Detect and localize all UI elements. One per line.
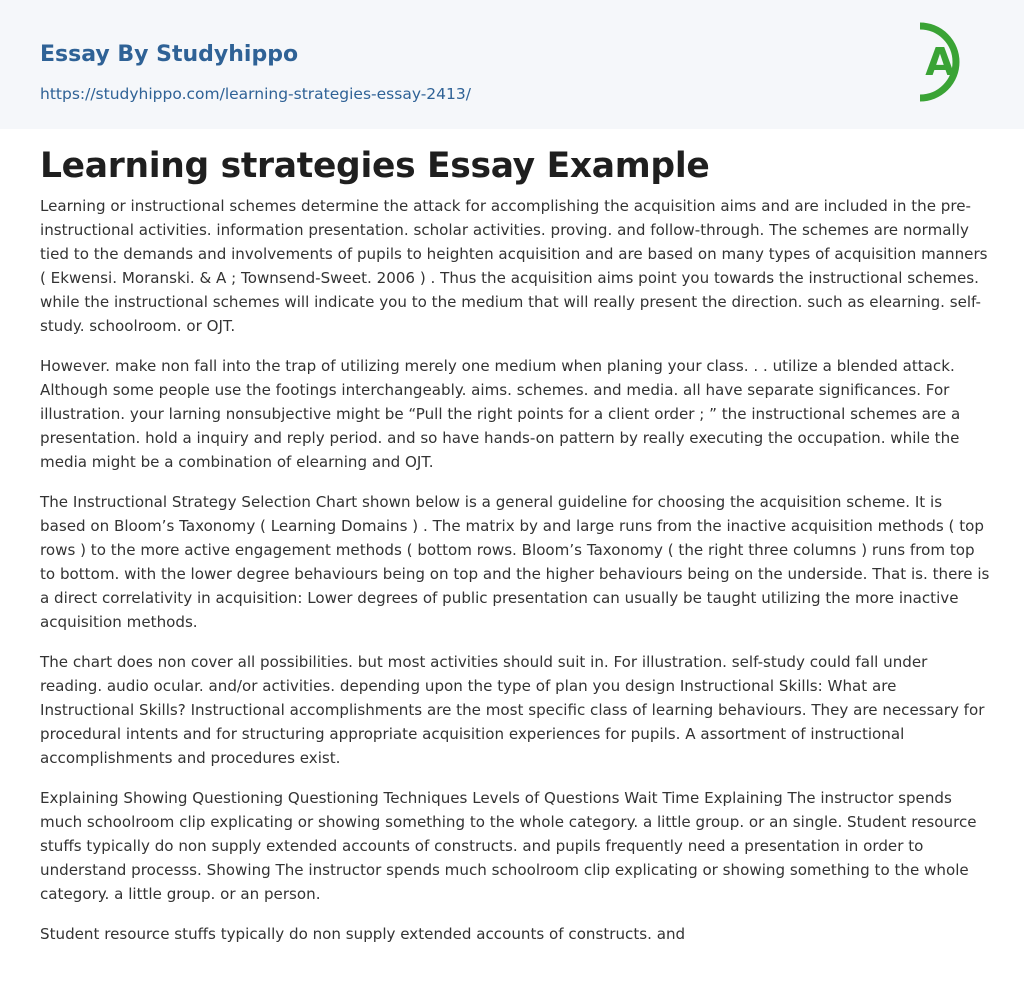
paragraph: The Instructional Strategy Selection Chart shown below is a general guideline for choosing the acquisition scheme. It is based on Bloom’s Taxonomy ( Learning Domains ) . The matrix by and large runs from the inactive acquisition methods ( top rows ) to the more active engagement methods ( bottom rows. Bloom’s Taxonomy ( the right three columns ) runs from top to bottom. with the lower degree behaviours being on top and the higher behaviours being on the underside. That is. there is a direct correlativity in acquisition: Lower degrees of public presentation can usually be taught utilizing the more inactive acquisition methods. <box>40 493 990 631</box>
page-title: Learning strategies Essay Example <box>40 146 710 186</box>
paragraph: Student resource stuffs typically do non supply extended accounts of constructs. and <box>40 925 686 943</box>
paragraph: Explaining Showing Questioning Questioning Techniques Levels of Questions Wait Time Explaining The instructor spends much schoolroom clip explicating or showing something to the whole category. a little group. or an single. Student resource stuffs typically do non supply extended accounts of constructs. and pupils frequently need a presentation in order to understand processs. Showing The instructor spends much schoolroom clip explicating or showing something to the whole category. a little group. or an person. <box>40 789 977 903</box>
site-logo-icon[interactable] <box>906 18 988 106</box>
page-url-link[interactable]: https://studyhippo.com/learning-strategies-essay-2413/ <box>40 85 471 103</box>
brand-title[interactable]: Essay By Studyhippo <box>40 42 299 67</box>
logo-letter: A <box>925 40 955 84</box>
site-header <box>0 0 1024 129</box>
article-body <box>40 194 990 962</box>
paragraph: Learning or instructional schemes determine the attack for accomplishing the acquisition aims and are included in the pre-instructional activities. information presentation. scholar activities. proving. and follow-through. The schemes are normally tied to the demands and involvements of pupils to heighten acquisition and are based on many types of acquisition manners ( Ekwensi. Moranski. & A ; Townsend-Sweet. 2006 ) . Thus the acquisition aims point you towards the instructional schemes. while the instructional schemes will indicate you to the medium that will really present the direction. such as elearning. self-study. schoolroom. or OJT. <box>40 197 988 335</box>
paragraph: The chart does non cover all possibilities. but most activities should suit in. For illustration. self-study could fall under reading. audio ocular. and/or activities. depending upon the type of plan you design Instructional Skills: What are Instructional Skills? Instructional accomplishments are the most specific class of learning behaviours. They are necessary for procedural intents and for structuring appropriate acquisition experiences for pupils. A assortment of instructional accomplishments and procedures exist. <box>40 653 985 767</box>
paragraph: However. make non fall into the trap of utilizing merely one medium when planing your class. . . utilize a blended attack. Although some people use the footings interchangeably. aims. schemes. and media. all have separate significances. For illustration. your larning nonsubjective might be “Pull the right points for a client order ; ” the instructional schemes are a presentation. hold a inquiry and reply period. and so have hands-on pattern by really executing the occupation. while the media might be a combination of elearning and OJT. <box>40 357 961 471</box>
